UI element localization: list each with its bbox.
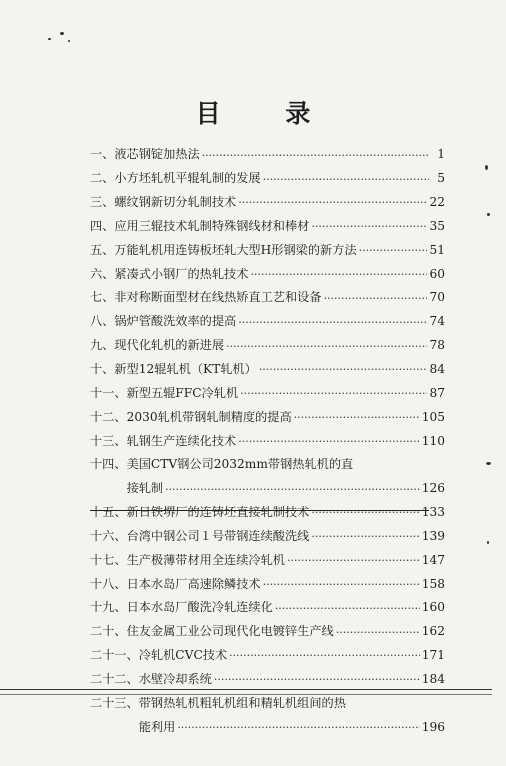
entry-number: 十九、 bbox=[90, 600, 127, 615]
dot-leader bbox=[324, 293, 428, 305]
scan-speck bbox=[485, 165, 488, 170]
toc-entry bbox=[90, 520, 445, 544]
table-of-contents bbox=[90, 138, 445, 734]
entry-title: 水壁冷却系统 bbox=[138, 672, 212, 686]
entry-page: 162 bbox=[421, 624, 445, 639]
dot-leader bbox=[259, 364, 428, 376]
entry-title: 日本水岛厂酸洗冷轧连续化 bbox=[126, 601, 273, 615]
dot-leader bbox=[287, 555, 420, 567]
entry-title: 现代化轧机的新进展 bbox=[114, 339, 225, 353]
entry-page: 74 bbox=[429, 314, 445, 329]
entry-number: 五、 bbox=[90, 242, 115, 257]
toc-entry bbox=[90, 615, 445, 639]
entry-title: 住友金属工业公司现代化电镀锌生产线 bbox=[126, 625, 334, 639]
entry-page: 139 bbox=[421, 528, 445, 543]
dot-leader bbox=[263, 579, 420, 591]
entry-title: 紧凑式小钢厂的热轧技术 bbox=[114, 267, 249, 281]
entry-number: 十三、 bbox=[90, 433, 127, 448]
toc-entry bbox=[90, 424, 445, 448]
toc-entry bbox=[90, 448, 445, 472]
dot-leader bbox=[238, 436, 419, 448]
toc-entry bbox=[90, 162, 445, 186]
entry-page: 22 bbox=[429, 195, 445, 210]
dot-leader bbox=[229, 650, 420, 662]
toc-entry bbox=[90, 663, 445, 687]
scan-speck bbox=[487, 541, 489, 544]
scan-speck bbox=[68, 40, 70, 42]
toc-entry bbox=[90, 138, 445, 162]
entry-title: 新型五辊FFC冷轧机 bbox=[126, 386, 239, 400]
entry-title: 生产极薄带材用全连续冷轧机 bbox=[126, 553, 285, 567]
entry-number: 七、 bbox=[90, 290, 115, 305]
entry-title: 万能轧机用连铸板坯轧大型H形钢梁的新方法 bbox=[114, 243, 357, 257]
dot-leader bbox=[275, 603, 420, 615]
dot-leader bbox=[165, 484, 420, 496]
dot-leader bbox=[294, 412, 420, 424]
toc-entry bbox=[90, 376, 445, 400]
entry-page: 78 bbox=[429, 338, 445, 353]
entry-number: 十六、 bbox=[90, 528, 127, 543]
entry-page: 196 bbox=[421, 719, 445, 734]
dot-leader bbox=[359, 245, 428, 257]
entry-title: 非对称断面型材在线热矫直工艺和设备 bbox=[114, 291, 322, 305]
entry-number: 十八、 bbox=[90, 576, 127, 591]
entry-page: 5 bbox=[437, 171, 445, 186]
entry-page: 171 bbox=[421, 648, 445, 663]
entry-number: 十七、 bbox=[90, 552, 127, 567]
entry-title: 新日铁堺厂的连铸坯直接轧制技术 bbox=[126, 506, 310, 520]
entry-title: 带钢热轧机粗轧机组和精轧机组间的热 bbox=[138, 696, 346, 710]
dot-leader bbox=[311, 507, 419, 519]
entry-number: 十、 bbox=[90, 362, 115, 377]
entry-title: 2030轧机带钢轧制精度的提高 bbox=[126, 410, 292, 424]
entry-title: 应用三辊技术轧制特殊钢线材和棒材 bbox=[114, 219, 310, 233]
entry-page: 70 bbox=[429, 290, 445, 305]
dot-leader bbox=[226, 341, 427, 353]
entry-number: 二十、 bbox=[90, 624, 127, 639]
entry-page: 160 bbox=[421, 600, 445, 615]
toc-entry bbox=[90, 257, 445, 281]
dot-leader bbox=[202, 150, 429, 162]
page-bottom-rule bbox=[0, 689, 492, 690]
scan-speck bbox=[48, 38, 51, 40]
entry-page: 60 bbox=[429, 266, 445, 281]
toc-entry bbox=[90, 233, 445, 257]
entry-title: 台湾中钢公司１号带钢连续酸洗线 bbox=[126, 529, 310, 543]
entry-title: 螺纹钢新切分轧制技术 bbox=[114, 196, 237, 210]
scan-speck bbox=[60, 32, 64, 35]
toc-entry bbox=[90, 353, 445, 377]
entry-number: 六、 bbox=[90, 266, 115, 281]
entry-page: 184 bbox=[421, 671, 445, 686]
scan-speck bbox=[487, 213, 490, 216]
entry-title: 轧钢生产连续化技术 bbox=[126, 434, 237, 448]
entry-number: 二十一、 bbox=[90, 648, 139, 663]
dot-leader bbox=[214, 674, 420, 686]
toc-entry bbox=[90, 281, 445, 305]
toc-entry-continuation bbox=[90, 472, 445, 496]
toc-entry bbox=[90, 329, 445, 353]
dot-leader bbox=[238, 197, 427, 209]
toc-entry bbox=[90, 186, 445, 210]
entry-page: 51 bbox=[429, 242, 445, 257]
entry-page: 105 bbox=[421, 409, 445, 424]
entry-page: 126 bbox=[421, 481, 445, 496]
entry-title: 日本水岛厂高速除鳞技术 bbox=[126, 577, 261, 591]
entry-number: 四、 bbox=[90, 218, 115, 233]
toc-entry bbox=[90, 591, 445, 615]
entry-page: 1 bbox=[437, 147, 445, 162]
dot-leader bbox=[240, 388, 427, 400]
entry-number: 十二、 bbox=[90, 409, 127, 424]
entry-title: 小方坯轧机平辊轧制的发展 bbox=[114, 172, 261, 186]
entry-number: 二十二、 bbox=[90, 671, 139, 686]
entry-title: 能利用 bbox=[138, 720, 176, 734]
toc-entry bbox=[90, 543, 445, 567]
dot-leader bbox=[311, 221, 427, 233]
entry-number: 九、 bbox=[90, 338, 115, 353]
entry-number: 十四、 bbox=[90, 457, 127, 472]
entry-page: 158 bbox=[421, 576, 445, 591]
entry-title: 锅炉管酸洗效率的提高 bbox=[114, 315, 237, 329]
entry-title: 新型12辊轧机（KT轧机） bbox=[114, 363, 257, 377]
toc-entry bbox=[90, 639, 445, 663]
page-title: 目 录 bbox=[195, 99, 339, 128]
page-bottom-rule-secondary bbox=[0, 694, 492, 695]
dot-leader bbox=[238, 317, 427, 329]
entry-page: 133 bbox=[421, 505, 445, 520]
toc-entry bbox=[90, 400, 445, 424]
entry-number: 二、 bbox=[90, 171, 115, 186]
entry-page: 110 bbox=[421, 433, 445, 448]
entry-title: 接轧制 bbox=[126, 482, 164, 496]
entry-page: 35 bbox=[429, 218, 445, 233]
toc-entry-continuation bbox=[90, 710, 445, 734]
toc-entry bbox=[90, 210, 445, 234]
dot-leader bbox=[177, 722, 419, 734]
entry-number: 三、 bbox=[90, 195, 115, 210]
dot-leader bbox=[263, 174, 429, 186]
entry-page: 147 bbox=[421, 552, 445, 567]
toc-entry-struck bbox=[90, 496, 445, 520]
entry-number: 十一、 bbox=[90, 385, 127, 400]
entry-number: 八、 bbox=[90, 314, 115, 329]
toc-entry bbox=[90, 305, 445, 329]
entry-title: 冷轧机CVC技术 bbox=[138, 649, 228, 663]
entry-number: 一、 bbox=[90, 147, 115, 162]
entry-number: 十五、 bbox=[90, 505, 127, 520]
toc-entry bbox=[90, 567, 445, 591]
dot-leader bbox=[336, 627, 420, 639]
entry-title: 液芯钢锭加热法 bbox=[114, 148, 200, 162]
scan-speck bbox=[486, 462, 491, 465]
entry-page: 84 bbox=[429, 362, 445, 377]
entry-page: 87 bbox=[429, 385, 445, 400]
dot-leader bbox=[250, 269, 427, 281]
dot-leader bbox=[311, 531, 419, 543]
entry-number: 二十三、 bbox=[90, 695, 139, 710]
entry-title: 美国CTV钢公司2032mm带钢热轧机的直 bbox=[126, 458, 354, 472]
